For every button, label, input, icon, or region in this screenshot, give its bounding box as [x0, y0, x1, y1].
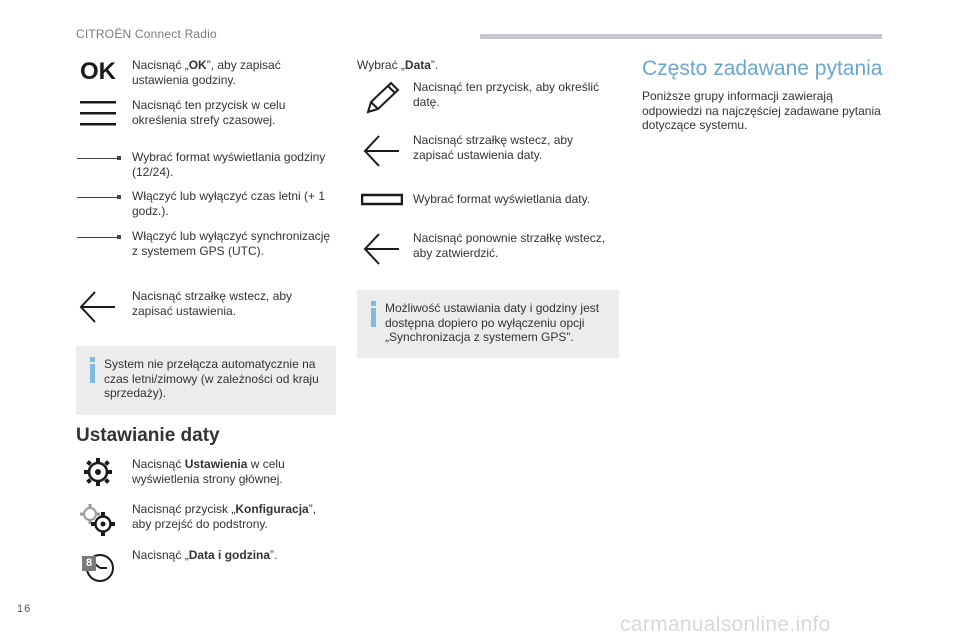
instruction-text: Włączyć lub wyłączyć czas letni (+ 1 godz.). — [132, 189, 326, 218]
menu-icon — [76, 98, 120, 128]
instruction-row-settings — [76, 457, 338, 487]
intro-text: Wybrać „Data”. — [357, 58, 439, 72]
instruction-text: Nacisnąć strzałkę wstecz, aby zapisać ustawienia daty. — [413, 133, 574, 162]
info-box-gps — [357, 290, 619, 358]
page-header-title: CITROËN Connect Radio — [76, 27, 217, 41]
instruction-text: Nacisnąć Ustawienia w celu wyświetlenia strony głównej. — [132, 457, 285, 486]
instruction-row-dst — [76, 189, 338, 218]
watermark: carmanualsonline.info — [620, 613, 831, 636]
instruction-row-ok — [76, 58, 338, 87]
instruction-row-date-format — [360, 192, 620, 208]
rectangle-icon — [360, 192, 404, 208]
instruction-text: Nacisnąć „Data i godzina”. — [132, 548, 278, 562]
faq-text: Poniższe grupy informacji zawierają odpowiedzi na najczęściej zadawane pytania dotyczące systemu. — [642, 89, 881, 132]
ok-icon: OK — [80, 58, 116, 85]
instruction-text: Nacisnąć „OK”, aby zapisać ustawienia godziny. — [132, 58, 281, 87]
faq-title: Często zadawane pytania — [642, 57, 883, 80]
back-arrow-icon — [76, 289, 120, 325]
section-title: Ustawianie daty — [76, 425, 220, 446]
info-icon — [88, 357, 98, 383]
instruction-text: Nacisnąć ponownie strzałkę wstecz, aby zatwierdzić. — [413, 231, 606, 260]
back-arrow-icon — [360, 133, 404, 169]
info-icon — [369, 301, 379, 327]
instruction-text: Wybrać format wyświetlania godziny (12/24). — [132, 150, 326, 179]
instruction-text: Włączyć lub wyłączyć synchronizację z systemem GPS (UTC). — [132, 229, 331, 258]
info-text: Możliwość ustawiania daty i godziny jest dostępna dopiero po wyłączeniu opcji „Synchronizacja z systemem GPS”. — [385, 301, 600, 344]
instruction-row-configuration — [76, 502, 338, 538]
toggle-icon — [76, 189, 120, 198]
instruction-row-edit-date — [360, 80, 620, 116]
back-arrow-icon — [360, 231, 404, 267]
header-divider-bar — [480, 34, 882, 39]
instruction-row-gps-sync — [76, 229, 338, 258]
instruction-text: Wybrać format wyświetlania daty. — [413, 192, 591, 206]
instruction-text: Nacisnąć strzałkę wstecz, aby zapisać ustawienia. — [132, 289, 293, 318]
instruction-row-timezone — [76, 98, 338, 128]
toggle-icon — [76, 229, 120, 238]
pencil-icon — [360, 80, 404, 116]
instruction-text: Nacisnąć ten przycisk w celu określenia strefy czasowej. — [132, 98, 286, 127]
instruction-row-hour-format — [76, 150, 338, 179]
instruction-row-confirm — [360, 231, 620, 267]
toggle-icon — [76, 150, 120, 159]
instruction-row-save-date — [360, 133, 620, 169]
page-number: 16 — [17, 603, 32, 615]
info-box-dst — [76, 346, 336, 415]
instruction-row-date-time — [76, 548, 338, 584]
instruction-row-save — [76, 289, 338, 325]
info-text: System nie przełącza automatycznie na czas letni/zimowy (w zależności od kraju sprzedaży). — [104, 357, 319, 400]
instruction-text: Nacisnąć ten przycisk, aby określić datę. — [413, 80, 600, 109]
menu-badge: 8 — [82, 556, 96, 571]
gear-icon — [76, 457, 120, 487]
double-gear-icon — [76, 502, 120, 538]
instruction-text: Nacisnąć przycisk „Konfiguracja”, aby przejść do podstrony. — [132, 502, 317, 531]
